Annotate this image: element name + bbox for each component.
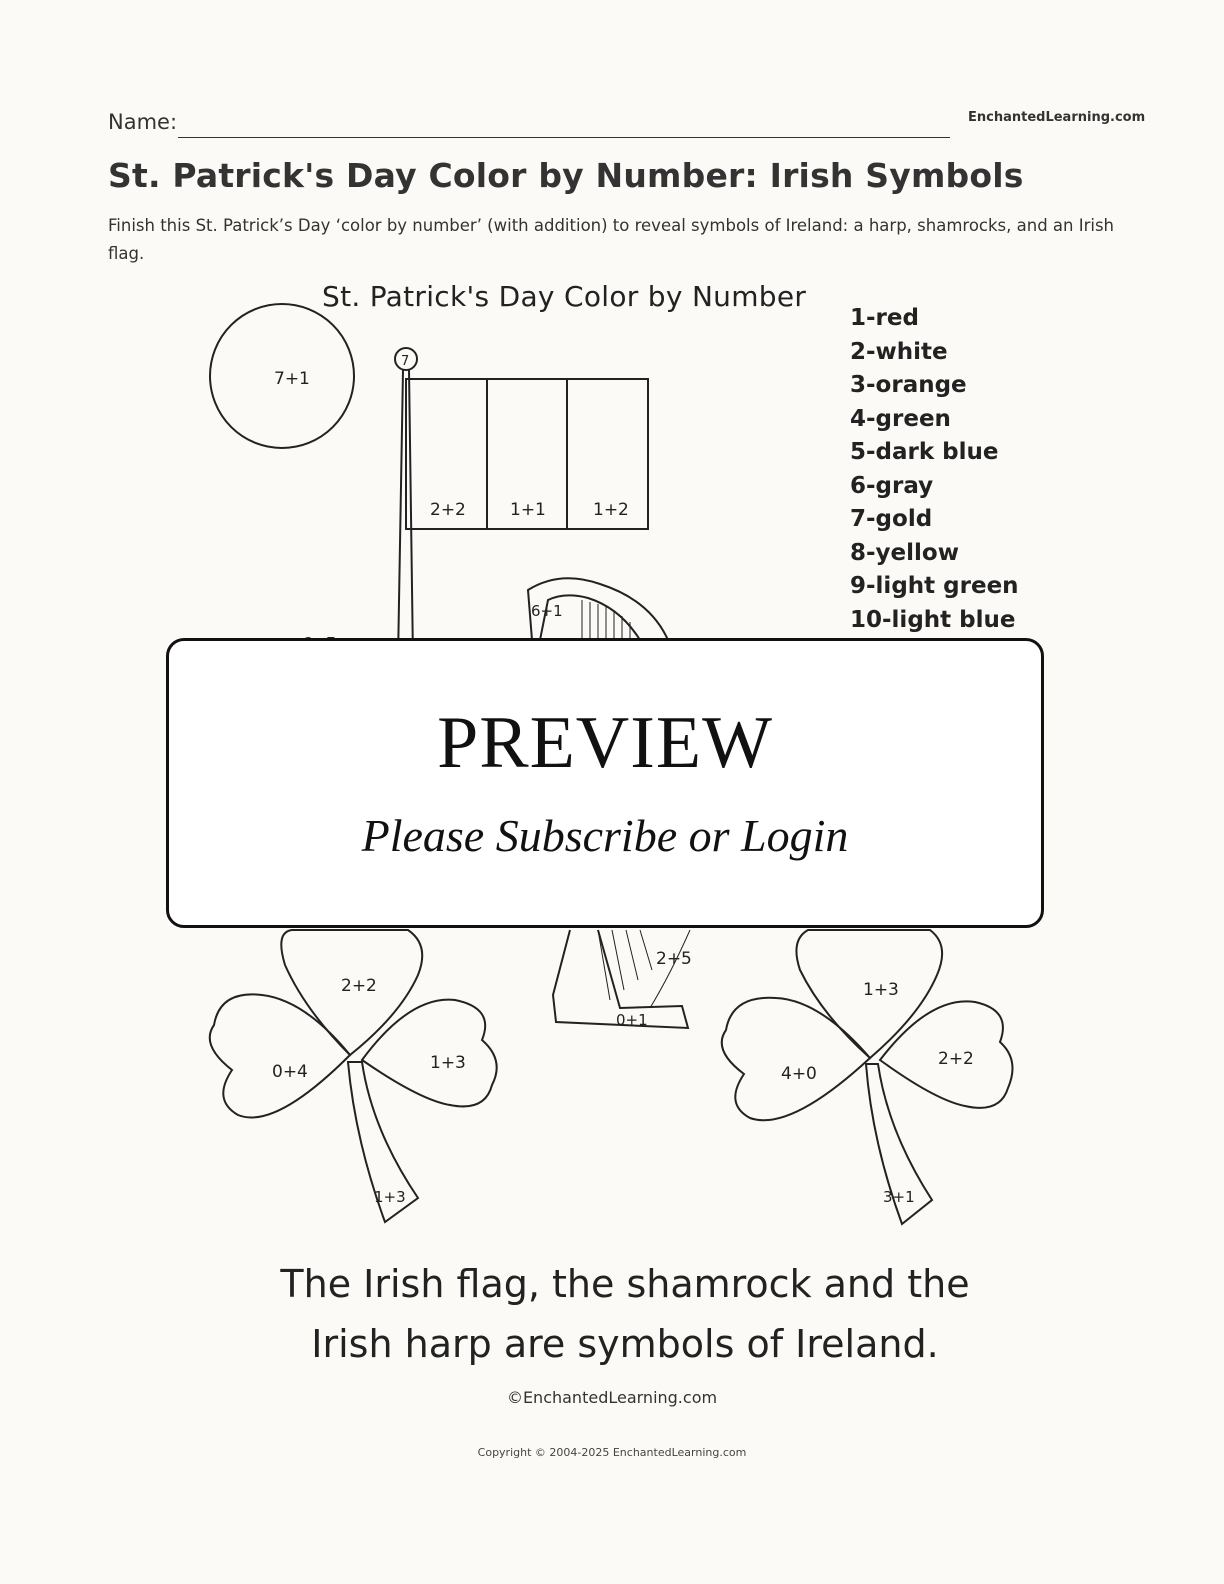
sun-label: 7+1 [274,369,310,389]
worksheet-copyright: ©EnchantedLearning.com [506,1388,718,1407]
flagpole-top-label: 7 [401,354,410,369]
color-key-item: 2-white [850,338,948,365]
left-shamrock-right-label: 1+3 [430,1053,466,1073]
harp-base-label: 0+1 [616,1011,648,1029]
name-label: Name: [108,110,178,134]
caption-line: Irish harp are symbols of Ireland. [311,1322,939,1366]
flag-middle-label: 1+1 [510,500,546,520]
color-key-item: 10-light blue [850,606,1016,633]
right-shamrock-top-label: 1+3 [863,980,899,1000]
preview-title: PREVIEW [437,702,773,784]
right-shamrock-right-label: 2+2 [938,1049,974,1069]
color-key-item: 4-green [850,405,951,432]
color-key-item: 1-red [850,305,919,331]
left-shamrock-stem-label: 1+3 [374,1188,406,1206]
harp-top-label: 6+1 [531,602,563,620]
color-key-item: 9-light green [850,573,1019,599]
color-key-item: 7-gold [850,506,933,532]
color-key-item: 3-orange [850,372,967,398]
page-title: St. Patrick's Day Color by Number: Irish Symbols [108,156,1024,195]
right-shamrock [722,930,1013,1224]
color-key-item: 5-dark blue [850,439,999,465]
left-shamrock [210,930,497,1222]
worksheet-caption [200,1254,1050,1374]
right-shamrock-left-label: 4+0 [781,1064,817,1084]
page-footer: Copyright © 2004-2025 EnchantedLearning.com [477,1446,747,1459]
page-description: Finish this St. Patrick’s Day ‘color by number’ (with addition) to reveal symbols of Ireland: a harp, shamrocks, and an Irish flag. [108,216,1115,263]
color-key-item: 6-gray [850,472,934,499]
left-shamrock-top-label: 2+2 [341,976,377,996]
flag-left-label: 2+2 [430,500,466,520]
subscribe-login-link[interactable]: Please Subscribe or Login [361,810,849,861]
harp-column-label: 2+5 [656,949,692,969]
left-shamrock-left-label: 0+4 [272,1062,308,1082]
right-shamrock-stem-label: 3+1 [883,1188,915,1206]
site-name[interactable]: EnchantedLearning.com [968,110,1146,125]
color-key-item: 8-yellow [850,539,959,566]
caption-line: The Irish flag, the shamrock and the [280,1262,970,1306]
worksheet-title: St. Patrick's Day Color by Number [322,280,807,313]
preview-overlay[interactable] [166,638,1044,928]
flag-right-label: 1+2 [593,500,629,520]
